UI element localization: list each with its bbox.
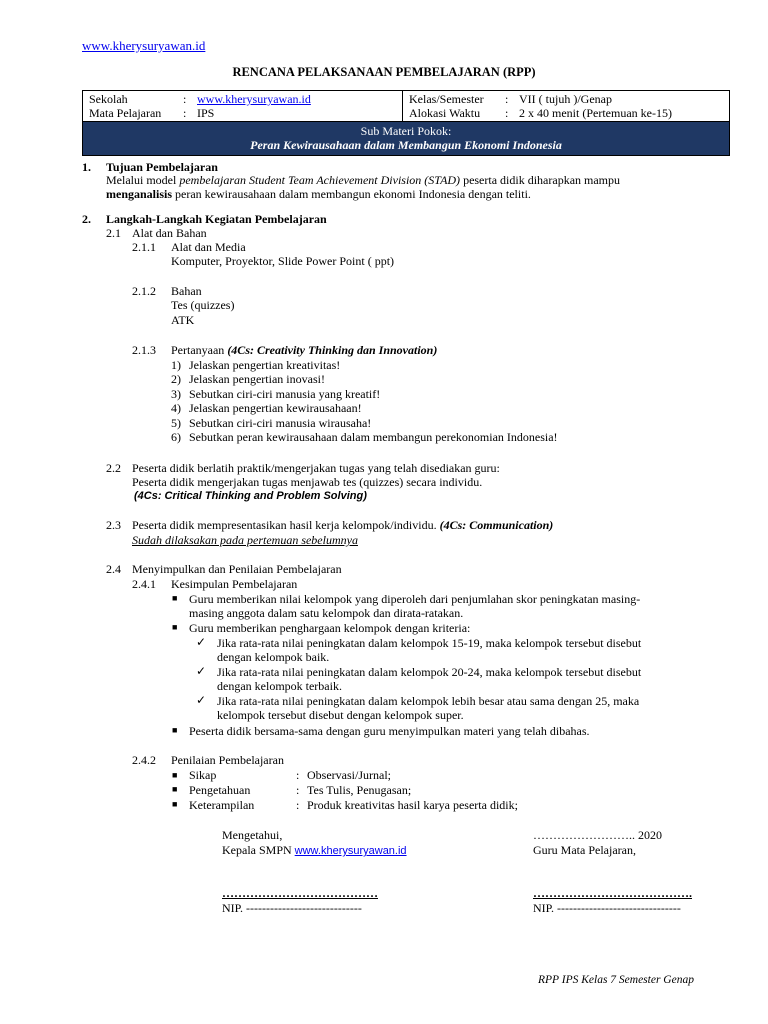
sekolah-label: Sekolah — [89, 91, 128, 106]
mengetahui-text: Mengetahui, — [222, 828, 283, 842]
sekolah-link[interactable]: www.kherysuryawan.id — [197, 91, 311, 106]
text: peserta didik diharapkan mampu — [460, 173, 621, 187]
s211-number: 2.1.1 — [132, 240, 156, 254]
footer-text: RPP IPS Kelas 7 Semester Genap — [538, 974, 694, 986]
question-text: Jelaskan pengertian kreativitas! — [189, 358, 341, 372]
colon: : — [505, 105, 509, 120]
question-number: 4) — [171, 401, 181, 415]
kepala-line — [222, 843, 407, 858]
alokasi-value: 2 x 40 menit (Pertemuan ke-15) — [519, 105, 672, 120]
text: Pertanyaan — [171, 343, 228, 357]
question-text: Sebutkan peran kewirausahaan dalam membangun perekonomian Indonesia! — [189, 430, 558, 444]
question-number: 1) — [171, 358, 181, 372]
section1-para-line1 — [106, 173, 730, 187]
s23-line2: Sudah dilaksakan pada pertemuan sebelumnya — [132, 533, 358, 547]
nip-right: NIP. ------------------------------- — [533, 901, 681, 915]
s242-number: 2.4.2 — [132, 753, 156, 767]
question-text: Sebutkan ciri-ciri manusia wirausaha! — [189, 416, 372, 430]
colon: : — [296, 768, 300, 782]
bullet-text: Guru memberikan penghargaan kelompok dengan kriteria: — [189, 621, 471, 635]
s23-number: 2.3 — [106, 518, 121, 532]
bullet-icon: ■ — [172, 593, 178, 603]
assessment-label: Pengetahuan — [189, 783, 251, 797]
site-link[interactable]: www.kherysuryawan.id — [82, 38, 206, 53]
bullet-text: Peserta didik bersama-sama dengan guru menyimpulkan materi yang telah dibahas. — [189, 724, 590, 738]
section2-title: Langkah-Langkah Kegiatan Pembelajaran — [106, 212, 327, 226]
text: Peserta didik mempresentasikan hasil kerja kelompok/individu. — [132, 518, 440, 532]
bullet-text: masing anggota dalam satu kelompok dan dirata-ratakan. — [189, 606, 464, 620]
date-text: …………………….. 2020 — [533, 828, 662, 842]
info-left-cell — [83, 91, 403, 122]
text: Melalui model — [106, 173, 180, 187]
s22-number: 2.2 — [106, 461, 121, 475]
text: menganalisis — [106, 187, 173, 201]
assessment-value: Observasi/Jurnal; — [307, 768, 391, 782]
s24-title: Menyimpulkan dan Penilaian Pembelajaran — [132, 562, 342, 576]
colon: : — [183, 105, 187, 120]
s24-number: 2.4 — [106, 562, 121, 576]
signature-line-left: ………………………………… — [222, 886, 378, 900]
s23-line1 — [132, 518, 553, 532]
criteria-text: dengan kelompok baik. — [217, 650, 330, 664]
kelas-value: VII ( tujuh )/Genap — [519, 91, 612, 106]
bullet-icon: ■ — [172, 799, 178, 809]
bullet-text: Guru memberikan nilai kelompok yang diperoleh dari penjumlahan skor peningkatan masing- — [189, 592, 641, 606]
bullet-icon: ■ — [172, 725, 178, 735]
check-icon — [196, 635, 206, 649]
check-icon — [196, 664, 206, 678]
bullet-icon: ■ — [172, 784, 178, 794]
mapel-label: Mata Pelajaran — [89, 105, 162, 120]
s241-title: Kesimpulan Pembelajaran — [171, 577, 298, 591]
assessment-label: Keterampilan — [189, 798, 255, 812]
colon: : — [505, 91, 509, 106]
check-icon — [196, 693, 206, 707]
criteria-text: Jika rata-rata nilai peningkatan dalam kelompok lebih besar atau sama dengan 25, maka — [217, 694, 640, 708]
question-number: 3) — [171, 387, 181, 401]
s213-title — [171, 343, 437, 357]
s22-tag: (4Cs: Critical Thinking and Problem Solving) — [134, 490, 367, 502]
section2-number: 2. — [82, 212, 91, 226]
guru-text: Guru Mata Pelajaran, — [533, 843, 636, 857]
section1-para-line2 — [106, 187, 531, 201]
bullet-icon: ■ — [172, 622, 178, 632]
alokasi-label: Alokasi Waktu — [409, 105, 481, 120]
text: pembelajaran Student Team Achievement Division (STAD) — [179, 173, 461, 187]
s22-line1: Peserta didik berlatih praktik/mengerjakan tugas yang telah disediakan guru: — [132, 461, 500, 475]
sub-materi-value: Peran Kewirausahaan dalam Membangun Ekonomi Indonesia — [250, 138, 562, 153]
bullet-icon: ■ — [172, 770, 178, 780]
nip-left: NIP. ----------------------------- — [222, 901, 362, 915]
kelas-label: Kelas/Semester — [409, 91, 484, 106]
question-text: Jelaskan pengertian inovasi! — [189, 372, 325, 386]
question-number: 2) — [171, 372, 181, 386]
colon: : — [296, 783, 300, 797]
kepala-link[interactable]: www.kherysuryawan.id — [294, 845, 407, 857]
s21-number: 2.1 — [106, 226, 121, 240]
s212-number: 2.1.2 — [132, 284, 156, 298]
mapel-value: IPS — [197, 105, 215, 120]
sub-materi-label: Sub Materi Pokok: — [360, 124, 452, 138]
s211-text: Komputer, Proyektor, Slide Power Point ( ppt) — [171, 254, 395, 268]
assessment-label: Sikap — [189, 768, 217, 782]
sub-materi-banner — [83, 122, 730, 156]
question-text: Sebutkan ciri-ciri manusia yang kreatif! — [189, 387, 381, 401]
question-number: 5) — [171, 416, 181, 430]
document-title: RENCANA PELAKSANAAN PEMBELAJARAN (RPP) — [232, 65, 536, 79]
text: (4Cs: Creativity Thinking dan Innovation) — [227, 343, 438, 357]
s211-title: Alat dan Media — [171, 240, 246, 254]
s213-number: 2.1.3 — [132, 343, 156, 357]
s22-line2: Peserta didik mengerjakan tugas menjawab tes (quizzes) secara individu. — [132, 475, 483, 489]
question-text: Jelaskan pengertian kewirausahaan! — [189, 401, 362, 415]
question-number: 6) — [171, 430, 181, 444]
info-right-cell — [403, 91, 730, 122]
assessment-value: Tes Tulis, Penugasan; — [307, 783, 412, 797]
s241-number: 2.4.1 — [132, 577, 156, 591]
s212-item: ATK — [171, 313, 195, 327]
colon: : — [296, 798, 300, 812]
criteria-text: dengan kelompok terbaik. — [217, 679, 342, 693]
s242-title: Penilaian Pembelajaran — [171, 753, 284, 767]
s212-title: Bahan — [171, 284, 202, 298]
section1-title: Tujuan Pembelajaran — [106, 160, 218, 174]
criteria-text: kelompok tersebut disebut dengan kelompok super. — [217, 708, 464, 722]
info-table — [82, 90, 730, 156]
section1-number: 1. — [82, 160, 91, 174]
text: peran kewirausahaan dalam membangun ekonomi Indonesia dengan teliti. — [172, 187, 531, 201]
colon: : — [183, 91, 187, 106]
text: Kepala SMPN — [222, 843, 295, 857]
text: (4Cs: Communication) — [439, 518, 554, 532]
s21-title: Alat dan Bahan — [132, 226, 207, 240]
criteria-text: Jika rata-rata nilai peningkatan dalam kelompok 20-24, maka kelompok tersebut disebut — [217, 665, 642, 679]
criteria-text: Jika rata-rata nilai peningkatan dalam kelompok 15-19, maka kelompok tersebut disebut — [217, 636, 642, 650]
assessment-value: Produk kreativitas hasil karya peserta didik; — [307, 798, 518, 812]
signature-line-right: …………………………………. — [533, 886, 692, 900]
s212-item: Tes (quizzes) — [171, 298, 235, 312]
